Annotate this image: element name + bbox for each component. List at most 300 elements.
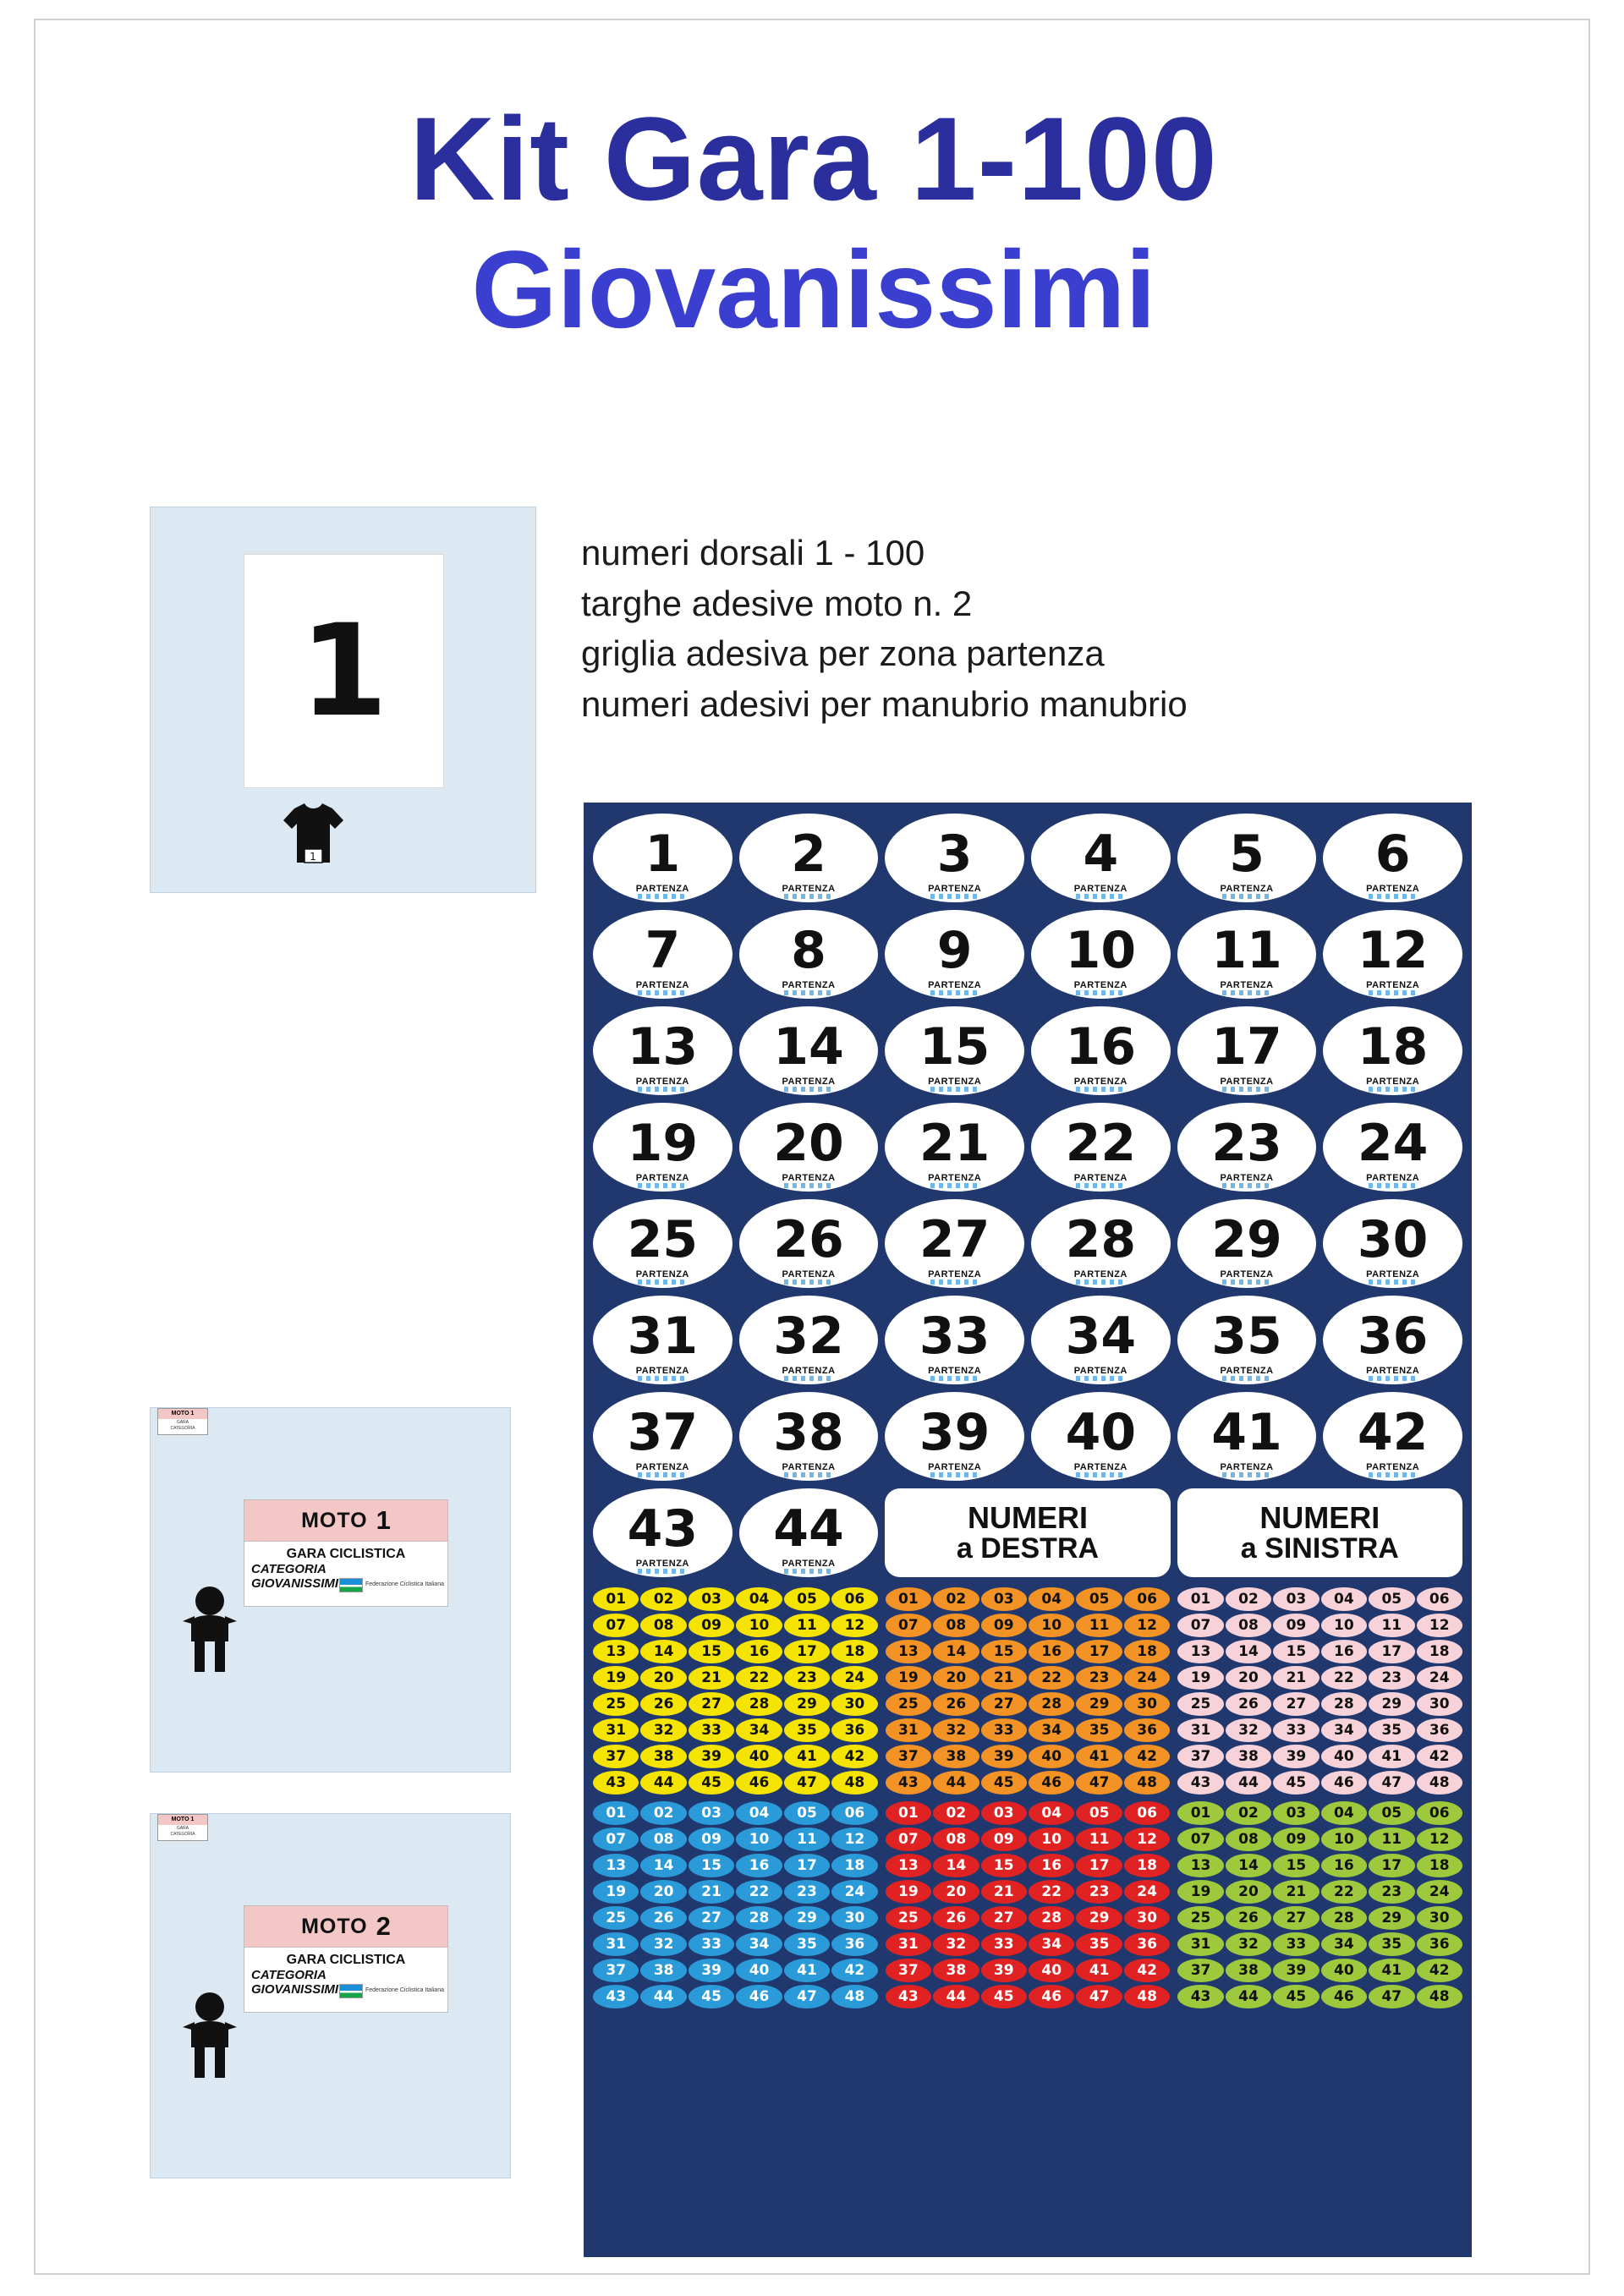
start-number-oval bbox=[593, 1392, 732, 1481]
checker-stripe-icon bbox=[784, 1472, 833, 1477]
handlebar-number: 42 bbox=[831, 1959, 877, 1982]
handlebar-number: 17 bbox=[784, 1854, 830, 1877]
handlebar-number: 20 bbox=[933, 1880, 979, 1904]
handlebar-number: 04 bbox=[1321, 1801, 1367, 1825]
handlebar-number: 43 bbox=[886, 1771, 931, 1795]
handlebar-number: 05 bbox=[1076, 1801, 1122, 1825]
start-number-oval bbox=[593, 814, 732, 902]
oval-number: 39 bbox=[919, 1402, 990, 1462]
handlebar-number: 39 bbox=[981, 1745, 1027, 1768]
start-number-oval bbox=[885, 1296, 1024, 1384]
handlebar-number: 06 bbox=[831, 1801, 877, 1825]
handlebar-number: 40 bbox=[1321, 1745, 1367, 1768]
direction-label-line2: a DESTRA bbox=[956, 1532, 1100, 1564]
handlebar-number: 35 bbox=[784, 1718, 830, 1742]
handlebar-number: 01 bbox=[886, 1801, 931, 1825]
handlebar-number: 45 bbox=[1273, 1985, 1319, 2008]
oval-caption: PARTENZA bbox=[635, 1366, 689, 1376]
start-number-oval bbox=[1323, 1103, 1462, 1192]
handlebar-number: 36 bbox=[1417, 1932, 1462, 1956]
start-number-oval bbox=[593, 910, 732, 999]
handlebar-number: 46 bbox=[736, 1771, 782, 1795]
handlebar-number: 21 bbox=[1273, 1666, 1319, 1690]
start-number-oval bbox=[1323, 1006, 1462, 1095]
handlebar-number: 09 bbox=[689, 1614, 734, 1637]
oval-number: 13 bbox=[627, 1016, 699, 1077]
handlebar-number: 05 bbox=[784, 1801, 830, 1825]
checker-stripe-icon bbox=[784, 990, 833, 995]
oval-caption: PARTENZA bbox=[1366, 1462, 1420, 1472]
handlebar-number: 27 bbox=[981, 1906, 1027, 1930]
handlebar-number: 30 bbox=[831, 1692, 877, 1716]
description-list bbox=[581, 528, 1188, 730]
handlebar-number: 32 bbox=[640, 1718, 686, 1742]
oval-number: 29 bbox=[1211, 1209, 1282, 1269]
handlebar-number: 23 bbox=[1369, 1880, 1414, 1904]
handlebar-number: 23 bbox=[1076, 1666, 1122, 1690]
moto-plate-box-2 bbox=[150, 1813, 511, 2178]
handlebar-number: 19 bbox=[1177, 1666, 1223, 1690]
checker-stripe-icon bbox=[930, 1183, 979, 1188]
oval-caption: PARTENZA bbox=[782, 884, 836, 894]
handlebar-number: 26 bbox=[640, 1906, 686, 1930]
number-block-pink bbox=[1177, 1587, 1462, 1795]
handlebar-number: 31 bbox=[886, 1718, 931, 1742]
oval-caption: PARTENZA bbox=[928, 1173, 982, 1183]
start-number-oval bbox=[885, 1392, 1024, 1481]
handlebar-number: 14 bbox=[1226, 1854, 1271, 1877]
handlebar-number: 27 bbox=[689, 1692, 734, 1716]
checker-stripe-icon bbox=[930, 1376, 979, 1381]
moto-plate-1-header bbox=[244, 1500, 447, 1542]
handlebar-number: 25 bbox=[1177, 1692, 1223, 1716]
oval-number: 5 bbox=[1229, 824, 1265, 884]
handlebar-number: 31 bbox=[593, 1932, 639, 1956]
moto-mini-plate-1-label: MOTO 1 bbox=[158, 1409, 207, 1419]
start-number-oval bbox=[1031, 910, 1171, 999]
checker-stripe-icon bbox=[930, 1472, 979, 1477]
oval-caption: PARTENZA bbox=[1073, 1173, 1127, 1183]
number-block-green bbox=[1177, 1801, 1462, 2008]
handlebar-number: 11 bbox=[784, 1614, 830, 1637]
oval-number: 9 bbox=[936, 920, 973, 980]
moto-plate-1-number: 1 bbox=[376, 1505, 391, 1535]
handlebar-number: 18 bbox=[831, 1640, 877, 1663]
oval-number: 41 bbox=[1211, 1402, 1282, 1462]
handlebar-number: 01 bbox=[886, 1587, 931, 1611]
oval-caption: PARTENZA bbox=[1220, 1366, 1274, 1376]
handlebar-number: 25 bbox=[593, 1692, 639, 1716]
handlebar-number: 42 bbox=[831, 1745, 877, 1768]
oval-number: 32 bbox=[773, 1306, 844, 1366]
checker-stripe-icon bbox=[784, 1376, 833, 1381]
handlebar-number: 33 bbox=[981, 1932, 1027, 1956]
handlebar-number: 31 bbox=[1177, 1932, 1223, 1956]
checker-stripe-icon bbox=[930, 1280, 979, 1285]
oval-number: 22 bbox=[1065, 1113, 1137, 1173]
checker-stripe-icon bbox=[1076, 1087, 1125, 1092]
handlebar-number: 28 bbox=[736, 1692, 782, 1716]
oval-number: 1 bbox=[645, 824, 681, 884]
oval-number: 27 bbox=[919, 1209, 990, 1269]
handlebar-number: 09 bbox=[689, 1827, 734, 1851]
moto-plate-1-body bbox=[244, 1542, 447, 1596]
handlebar-number: 40 bbox=[736, 1745, 782, 1768]
oval-caption: PARTENZA bbox=[782, 1269, 836, 1280]
handlebar-number: 10 bbox=[736, 1827, 782, 1851]
handlebar-number: 07 bbox=[886, 1827, 931, 1851]
oval-number: 17 bbox=[1211, 1016, 1282, 1077]
checker-stripe-icon bbox=[1222, 1087, 1271, 1092]
checker-stripe-icon bbox=[638, 894, 687, 899]
poster-page bbox=[34, 19, 1590, 2275]
italy-flag-icon bbox=[339, 1578, 363, 1592]
handlebar-number: 36 bbox=[831, 1932, 877, 1956]
handlebar-number: 48 bbox=[831, 1985, 877, 2008]
moto-mini-plate-2-body: GARA CATEGORIA bbox=[170, 1826, 195, 1837]
handlebar-number: 26 bbox=[1226, 1906, 1271, 1930]
handlebar-number: 04 bbox=[1029, 1801, 1074, 1825]
handlebar-number: 29 bbox=[1076, 1906, 1122, 1930]
oval-number: 16 bbox=[1065, 1016, 1137, 1077]
oval-number: 43 bbox=[627, 1499, 699, 1559]
handlebar-number: 29 bbox=[784, 1906, 830, 1930]
handlebar-number: 42 bbox=[1417, 1959, 1462, 1982]
checker-stripe-icon bbox=[930, 894, 979, 899]
checker-stripe-icon bbox=[638, 1376, 687, 1381]
handlebar-number: 20 bbox=[640, 1880, 686, 1904]
oval-caption: PARTENZA bbox=[1366, 1366, 1420, 1376]
handlebar-number: 47 bbox=[784, 1771, 830, 1795]
description-line-1: numeri dorsali 1 - 100 bbox=[581, 533, 925, 573]
handlebar-number: 22 bbox=[736, 1880, 782, 1904]
title-line-2: Giovanissimi bbox=[471, 227, 1156, 351]
oval-caption: PARTENZA bbox=[928, 884, 982, 894]
handlebar-number: 03 bbox=[1273, 1801, 1319, 1825]
oval-caption: PARTENZA bbox=[1220, 1077, 1274, 1087]
handlebar-number: 22 bbox=[1321, 1880, 1367, 1904]
title-line-1: Kit Gara 1-100 bbox=[409, 92, 1218, 225]
handlebar-number: 48 bbox=[1417, 1771, 1462, 1795]
handlebar-number: 17 bbox=[1076, 1854, 1122, 1877]
start-number-oval bbox=[1177, 1006, 1317, 1095]
handlebar-number: 44 bbox=[933, 1985, 979, 2008]
handlebar-number: 12 bbox=[1417, 1614, 1462, 1637]
oval-number: 35 bbox=[1211, 1306, 1282, 1366]
oval-caption: PARTENZA bbox=[1366, 884, 1420, 894]
handlebar-number: 20 bbox=[1226, 1880, 1271, 1904]
handlebar-number: 09 bbox=[1273, 1827, 1319, 1851]
oval-caption: PARTENZA bbox=[1366, 1077, 1420, 1087]
handlebar-number: 03 bbox=[689, 1587, 734, 1611]
handlebar-number: 19 bbox=[886, 1666, 931, 1690]
handlebar-number: 16 bbox=[736, 1854, 782, 1877]
handlebar-number: 43 bbox=[1177, 1771, 1223, 1795]
handlebar-number: 45 bbox=[1273, 1771, 1319, 1795]
federation-text-1: Federazione Ciclistica Italiana bbox=[365, 1581, 444, 1588]
handlebar-number: 07 bbox=[593, 1827, 639, 1851]
federation-text-2: Federazione Ciclistica Italiana bbox=[365, 1987, 444, 1994]
moto-plate-2 bbox=[244, 1905, 448, 2013]
moto-plate-2-line3: GIOVANISSIMI bbox=[251, 1982, 339, 1997]
handlebar-number: 17 bbox=[1369, 1854, 1414, 1877]
checker-stripe-icon bbox=[1076, 1472, 1125, 1477]
oval-caption: PARTENZA bbox=[782, 1173, 836, 1183]
direction-label-line1: NUMERI bbox=[967, 1499, 1088, 1535]
handlebar-number: 38 bbox=[1226, 1959, 1271, 1982]
oval-number: 11 bbox=[1211, 920, 1282, 980]
checker-stripe-icon bbox=[1222, 1376, 1271, 1381]
moto-plate-2-line1: GARA CICLISTICA bbox=[286, 1953, 406, 1967]
checker-stripe-icon bbox=[1076, 990, 1125, 995]
handlebar-number: 08 bbox=[933, 1614, 979, 1637]
oval-caption: PARTENZA bbox=[1220, 1269, 1274, 1280]
start-number-oval bbox=[1177, 1296, 1317, 1384]
checker-stripe-icon bbox=[638, 1280, 687, 1285]
handlebar-number: 24 bbox=[1124, 1666, 1170, 1690]
start-number-oval bbox=[593, 1296, 732, 1384]
handlebar-number: 13 bbox=[593, 1640, 639, 1663]
handlebar-number: 16 bbox=[736, 1640, 782, 1663]
moto-plate-2-label: MOTO bbox=[301, 1914, 368, 1938]
checker-stripe-icon bbox=[1369, 1280, 1418, 1285]
handlebar-number: 47 bbox=[1076, 1985, 1122, 2008]
oval-caption: PARTENZA bbox=[1366, 980, 1420, 990]
checker-stripe-icon bbox=[638, 1472, 687, 1477]
start-number-oval bbox=[1177, 1392, 1317, 1481]
oval-number: 38 bbox=[773, 1402, 844, 1462]
handlebar-number: 40 bbox=[1321, 1959, 1367, 1982]
moto-plate-1-label: MOTO bbox=[301, 1508, 368, 1532]
handlebar-number: 22 bbox=[736, 1666, 782, 1690]
handlebar-number: 21 bbox=[689, 1666, 734, 1690]
handlebar-number: 16 bbox=[1029, 1640, 1074, 1663]
handlebar-number: 45 bbox=[981, 1985, 1027, 2008]
handlebar-number: 06 bbox=[831, 1587, 877, 1611]
oval-number: 21 bbox=[919, 1113, 990, 1173]
oval-number: 19 bbox=[627, 1113, 699, 1173]
start-number-oval bbox=[739, 910, 879, 999]
jersey-icon bbox=[269, 802, 358, 878]
handlebar-number: 11 bbox=[1076, 1614, 1122, 1637]
handlebar-number: 45 bbox=[981, 1771, 1027, 1795]
motorcycle-rider-icon bbox=[166, 1550, 255, 1677]
handlebar-number: 43 bbox=[593, 1985, 639, 2008]
handlebar-number: 34 bbox=[1321, 1932, 1367, 1956]
handlebar-number: 23 bbox=[1369, 1666, 1414, 1690]
handlebar-number: 28 bbox=[736, 1906, 782, 1930]
oval-caption: PARTENZA bbox=[1073, 1077, 1127, 1087]
checker-stripe-icon bbox=[784, 1569, 833, 1574]
handlebar-number: 01 bbox=[593, 1801, 639, 1825]
handlebar-number: 42 bbox=[1417, 1745, 1462, 1768]
handlebar-number: 02 bbox=[640, 1801, 686, 1825]
handlebar-number: 03 bbox=[981, 1801, 1027, 1825]
checker-stripe-icon bbox=[784, 894, 833, 899]
handlebar-number: 45 bbox=[689, 1771, 734, 1795]
handlebar-number: 35 bbox=[784, 1932, 830, 1956]
handlebar-number: 32 bbox=[640, 1932, 686, 1956]
handlebar-number: 17 bbox=[1076, 1640, 1122, 1663]
handlebar-number: 27 bbox=[1273, 1906, 1319, 1930]
oval-number: 14 bbox=[773, 1016, 844, 1077]
start-number-oval bbox=[1031, 1199, 1171, 1288]
handlebar-number: 03 bbox=[1273, 1587, 1319, 1611]
handlebar-number: 15 bbox=[981, 1640, 1027, 1663]
handlebar-number: 39 bbox=[1273, 1959, 1319, 1982]
start-number-oval bbox=[739, 1006, 879, 1095]
handlebar-number: 02 bbox=[640, 1587, 686, 1611]
handlebar-number: 37 bbox=[1177, 1959, 1223, 1982]
handlebar-number: 30 bbox=[1417, 1906, 1462, 1930]
handlebar-number: 02 bbox=[1226, 1587, 1271, 1611]
start-number-oval bbox=[593, 1488, 732, 1577]
checker-stripe-icon bbox=[1369, 990, 1418, 995]
moto-plate-2-body bbox=[244, 1948, 447, 2002]
start-number-oval bbox=[1031, 1392, 1171, 1481]
direction-label-line2: a SINISTRA bbox=[1240, 1532, 1399, 1564]
handlebar-number: 24 bbox=[831, 1666, 877, 1690]
handlebar-number: 19 bbox=[593, 1666, 639, 1690]
handlebar-number: 32 bbox=[933, 1718, 979, 1742]
handlebar-number: 18 bbox=[1124, 1640, 1170, 1663]
handlebar-number: 14 bbox=[640, 1854, 686, 1877]
handlebar-number: 41 bbox=[1076, 1745, 1122, 1768]
handlebar-number: 39 bbox=[981, 1959, 1027, 1982]
start-number-oval bbox=[739, 1392, 879, 1481]
handlebar-number: 01 bbox=[1177, 1587, 1223, 1611]
oval-number: 20 bbox=[773, 1113, 844, 1173]
handlebar-number: 32 bbox=[1226, 1932, 1271, 1956]
handlebar-number: 38 bbox=[640, 1959, 686, 1982]
handlebar-number: 10 bbox=[1321, 1827, 1367, 1851]
start-number-oval bbox=[1177, 1199, 1317, 1288]
checker-stripe-icon bbox=[1369, 1183, 1418, 1188]
checker-stripe-icon bbox=[638, 1183, 687, 1188]
handlebar-number: 25 bbox=[1177, 1906, 1223, 1930]
oval-caption: PARTENZA bbox=[1073, 1366, 1127, 1376]
moto-plate-2-header bbox=[244, 1906, 447, 1948]
moto-plate-box-1 bbox=[150, 1407, 511, 1773]
moto-plate-2-number: 2 bbox=[376, 1911, 391, 1941]
handlebar-number: 30 bbox=[831, 1906, 877, 1930]
handlebar-number: 26 bbox=[640, 1692, 686, 1716]
handlebar-number: 06 bbox=[1417, 1587, 1462, 1611]
oval-caption: PARTENZA bbox=[635, 1077, 689, 1087]
handlebar-number: 44 bbox=[640, 1771, 686, 1795]
handlebar-number: 39 bbox=[1273, 1745, 1319, 1768]
handlebar-number: 09 bbox=[981, 1827, 1027, 1851]
dorsal-sample-number: 1 bbox=[299, 597, 388, 745]
oval-number: 2 bbox=[791, 824, 826, 884]
oval-caption: PARTENZA bbox=[928, 980, 982, 990]
handlebar-number: 12 bbox=[1124, 1827, 1170, 1851]
start-number-oval bbox=[1323, 1392, 1462, 1481]
handlebar-number: 15 bbox=[689, 1640, 734, 1663]
oval-caption: PARTENZA bbox=[1073, 1269, 1127, 1280]
moto-plate-1-line1: GARA CICLISTICA bbox=[286, 1547, 406, 1561]
handlebar-number: 46 bbox=[1029, 1771, 1074, 1795]
handlebar-number: 05 bbox=[784, 1587, 830, 1611]
oval-number: 37 bbox=[627, 1402, 699, 1462]
oval-caption: PARTENZA bbox=[1073, 1462, 1127, 1472]
handlebar-number: 38 bbox=[933, 1959, 979, 1982]
checker-stripe-icon bbox=[1369, 1472, 1418, 1477]
handlebar-number: 34 bbox=[736, 1718, 782, 1742]
handlebar-number: 45 bbox=[689, 1985, 734, 2008]
start-number-oval bbox=[885, 1006, 1024, 1095]
handlebar-number: 05 bbox=[1369, 1801, 1414, 1825]
handlebar-number: 16 bbox=[1321, 1640, 1367, 1663]
handlebar-number: 22 bbox=[1029, 1666, 1074, 1690]
handlebar-number: 04 bbox=[736, 1801, 782, 1825]
checker-stripe-icon bbox=[1222, 1183, 1271, 1188]
handlebar-number: 27 bbox=[981, 1692, 1027, 1716]
handlebar-number: 12 bbox=[1124, 1614, 1170, 1637]
handlebar-number: 36 bbox=[1124, 1932, 1170, 1956]
handlebar-number: 13 bbox=[593, 1854, 639, 1877]
handlebar-number: 14 bbox=[933, 1854, 979, 1877]
handlebar-number: 18 bbox=[1417, 1640, 1462, 1663]
handlebar-number: 20 bbox=[933, 1666, 979, 1690]
handlebar-number: 19 bbox=[1177, 1880, 1223, 1904]
handlebar-number: 47 bbox=[784, 1985, 830, 2008]
handlebar-number: 06 bbox=[1417, 1801, 1462, 1825]
moto-plate-1-line2: CATEGORIA bbox=[251, 1562, 326, 1576]
oval-number: 10 bbox=[1065, 920, 1137, 980]
handlebar-number: 28 bbox=[1321, 1692, 1367, 1716]
start-number-oval bbox=[1031, 1296, 1171, 1384]
oval-number: 4 bbox=[1083, 824, 1119, 884]
handlebar-number: 44 bbox=[933, 1771, 979, 1795]
handlebar-number: 03 bbox=[689, 1801, 734, 1825]
oval-number: 7 bbox=[645, 920, 681, 980]
handlebar-number: 19 bbox=[886, 1880, 931, 1904]
oval-caption: PARTENZA bbox=[1073, 884, 1127, 894]
handlebar-number: 37 bbox=[1177, 1745, 1223, 1768]
oval-caption: PARTENZA bbox=[928, 1077, 982, 1087]
oval-number: 28 bbox=[1065, 1209, 1137, 1269]
moto-mini-plate-1-body: GARA CATEGORIA bbox=[170, 1420, 195, 1431]
handlebar-number: 33 bbox=[1273, 1718, 1319, 1742]
oval-number: 30 bbox=[1357, 1209, 1429, 1269]
italy-flag-icon bbox=[339, 1984, 363, 1998]
description-line-4: numeri adesivi per manubrio manubrio bbox=[581, 683, 1188, 724]
start-number-oval bbox=[1177, 1103, 1317, 1192]
handlebar-number: 21 bbox=[981, 1880, 1027, 1904]
handlebar-number: 36 bbox=[1417, 1718, 1462, 1742]
handlebar-number: 24 bbox=[1124, 1880, 1170, 1904]
dorsal-sample-box bbox=[150, 507, 536, 893]
start-number-oval bbox=[593, 1199, 732, 1288]
oval-number: 15 bbox=[919, 1016, 990, 1077]
handlebar-number: 27 bbox=[689, 1906, 734, 1930]
handlebar-number: 14 bbox=[933, 1640, 979, 1663]
oval-number: 33 bbox=[919, 1306, 990, 1366]
start-number-oval bbox=[739, 1103, 879, 1192]
oval-caption: PARTENZA bbox=[635, 1173, 689, 1183]
oval-caption: PARTENZA bbox=[782, 980, 836, 990]
moto-plate-2-line2: CATEGORIA bbox=[251, 1968, 326, 1982]
handlebar-number: 28 bbox=[1321, 1906, 1367, 1930]
oval-number-grid bbox=[584, 803, 1472, 1582]
handlebar-number: 08 bbox=[933, 1827, 979, 1851]
handlebar-number: 08 bbox=[640, 1827, 686, 1851]
handlebar-number: 16 bbox=[1029, 1854, 1074, 1877]
checker-stripe-icon bbox=[638, 1087, 687, 1092]
handlebar-number: 18 bbox=[831, 1854, 877, 1877]
handlebar-number: 41 bbox=[1076, 1959, 1122, 1982]
